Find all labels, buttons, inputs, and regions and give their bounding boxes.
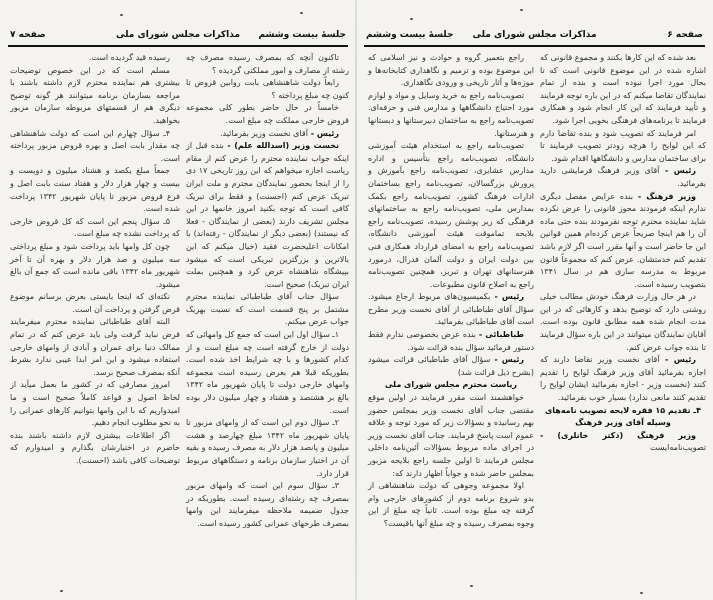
paragraph-text: رابعاً دولت شاهنشاهی بابت روابین قروض تا کنون چه مبلغ پرداخته ؟ [186,78,349,100]
paragraph [186,140,349,291]
paragraph-text: اولا مجموعه وجوهی که دولت شاهنشاهی از بدو شروع برنامه دوم از کشورهای خارجی وام گرفته چه مبلغ بوده است. ثانیاً چه مبلغ از این وجوه بمصرف رسیده و چه مبلغ آنها باقیست؟ [368,481,534,528]
paragraph-text: ۱ـ سؤال اول این است که جمع کل وامهائی که دولت از خارج گرفته است چه مبلغ است و از کدام کشورها و با چه شرایط اخذ شده است. بطوریکه قبلا هم بعرض رسیده است مجموعه وامهای خارجی دولت تا پایان شهریور ماه ۱۳۴۲ بالغ بر هشتصد و هشتاد و چهار میلیون دلار بوده است. [186,330,349,415]
paragraph [540,430,706,455]
text-column-left [368,52,534,531]
paragraph-text: ۴ـ سؤال چهارم این است که دولت شاهنشاهی چه مقدار بابت اصل و بهره قروض مزبور پرداخته است. [10,128,180,163]
speaker-name: رئیس - [659,355,696,365]
journal-title: مذاکرات مجلس شورای ملی [115,30,241,40]
speaker-name: نخست وزیر (اسدالله علم) - [223,141,340,151]
paragraph-text: خواهشمند است مقرر فرمایند در اولین موقع مقتضی جناب آقای نخست وزیر بمجلس حضور بهم رسانیده و بسؤالات زیر که مورد توجه و علاقه عموم است پاسخ فرمایند. جناب آقای نخست وزیر در اجرای ماده مربوط بسؤالات آئین‌نامه داخلی مجلس فرمایند تا اولین جلسه راجع بلایحه مزبور بمجلس حاضر شده و جواباً اظهار دارند که: [368,393,534,478]
paragraph-text: آقای نخست وزیر بفرمائید. [220,128,308,138]
paragraph [186,329,349,417]
paragraph-text: آقای نخست وزیر تقاضا دارند که اجازه بفرمائید آقای وزیر فرهنگ لوایح را تقدیم کنند (نخست وزیر - اجازه بفرمائید ایشان لوایح را تقدیم کنند مانعی ندارد) بسیار خوب بفرمائید. [540,355,706,403]
scan-speck [640,592,643,594]
paragraph-text: تصویب‌نامه راجع به استخدام هیئت آموزشی دانشگاه، تصویب‌نامه راجع بتأسیس و اداره مدارس عشایری، تصویب‌نامه راجع بآموزش و پرورش بزرگسالان، تصویب‌نامه راجع بساختمان ادارات فرهنگ کشور، تصویب‌نامه راجع بکمک بمدارس ملی، تصویب‌نامه راجع به ساختمانهای فرهنگی که زیر پوشش رسیده، تصویب‌نامه راجع بلایحه تماموقت هیئت آموزشی دانشگاه، تصویب‌نامه راجع به امضای قرارداد همکاری فنی بین دولت ایران و دولت آلمان فدرال، درمورد هنرستانهای تهران و تبریز، همچنین تصویب‌نامه راجع به اصلاح قانون مطبوعات. [368,141,534,289]
section-heading [368,379,534,392]
paragraph-text: سؤال جناب آقای طباطبائی نماینده محترم مشتمل بر پنج قسمت است که نسبت بهریک جواب عرض میکنم. [186,292,349,327]
scan-speck [300,12,303,14]
speaker-name: رئیس - [490,292,525,302]
paragraph [10,316,180,379]
page-number: صفحه ۶ [667,30,703,40]
paragraph-text: تاکنون آنچه که بمصرف رسیده مصرف چه رشته از مصارف و امور مملکتی گردیده ؟ [186,53,349,75]
paragraph-text: بکمیسیون‌های مربوط ارجاع میشود. سؤال آقای طباطبائی از آقای نخست وزیر مطرح است آقای طباطبائی بفرمائید. [368,292,534,327]
paragraph [10,291,180,316]
speaker-name: رئیس - [659,166,696,176]
text-column-right [540,52,706,455]
paragraph-text: البته آقای طباطبائی نماینده محترم میفرمایند قرض نباید گرفت ولی باید عرض کنم که در تمام ممالک دنیا برای عمران و آبادی از وامهای خارجی استفاده میشود و این امر ابدا عیبی ندارد بشرط آنکه بمصرف صحیح برسد. [10,317,180,377]
paragraph-text: اگر اطلاعات بیشتری لازم داشته باشند بنده حاضرم در اختیارشان بگذارم و امیدوارم که توضیحات کافی باشد (احسنت). [10,430,180,465]
speaker-name: طباطبائی - [475,330,524,340]
paragraph-text: ۲ـ سؤال دوم این است که از وامهای مزبور تا پایان شهریور ماه ۱۳۴۲ مبلغ چهارصد و هشت میلیون و پانصد هزار دلار به مصرف رسیده و بقیه آن در اختیار سازمان برنامه و دستگاههای مربوط قرار دارد. [186,418,349,478]
paragraph [10,128,180,166]
page-number: صفحه ۷ [10,30,46,40]
paragraph [10,52,180,65]
session-label: جلسهٔ بیست وششم [258,30,346,40]
paragraph [10,65,180,128]
paragraph-text: ریاست محترم مجلس شورای ملی [384,380,518,390]
paragraph [368,52,534,90]
left-page [0,0,356,600]
paragraph-text: رسیده قید گردیده است. [88,53,170,62]
paragraph [368,90,534,140]
paragraph-text: نکته‌ای که اینجا بایستی بعرض برسانم موضوع قرض گرفتن و پرداخت آن است. [10,292,180,314]
speaker-name: رئیس - [490,355,524,365]
paragraph-text: خامساً در حال حاضر بطور کلی مجموعه قروض خارجی مملکت چه مبلغ است. [186,103,349,125]
paragraph [10,216,180,241]
paragraph [10,379,180,429]
paragraph-text: تصویب‌نامه راجع به خرید وسایل و مواد و لوازم مورد احتیاج دانشگاهها و مدارس فنی و حرفه‌ای. تصویب‌نامه راجع به ساختمان دبیرستانها و دبستانها و هنرستانها. [368,90,534,138]
paragraph [186,77,349,102]
session-label: جلسهٔ بیست وششم [366,30,454,40]
paragraph-text: بعد شده که این کارها بکنند و مجموع قانونی که اشاره شده در این موضوع قانونی است که تا بحال مورد اجرا نبوده است و بنده از تمام نمایندگان تقاضا میکنم که در این باره توجه فرمایند و تأیید فرمایند که این کار انجام شود و همکاری فرمایند تا برنامه‌های فرهنگی بخوبی اجرا شود. [540,53,706,125]
paragraph-text: مسلم است که در این خصوص توضیحات بیشتری هم نماینده محترم لازم داشته باشند با مراجعه بسازمان برنامه میتوانند هر گونه توضیح دیگری هم از قسمتهای مربوطه سازمان مزبور بخواهید. [10,65,180,125]
header-rule [364,45,705,47]
paragraph-text: ۳ـ سؤال سوم این است که وامهای مزبور بمصرف چه رشته‌ای رسیده است. بطوریکه در جدول ضمیمه ملاحظه میفرمایند این وامها بمصرف طرحهای عمرانی کشور رسیده است. [186,481,349,528]
paragraph [368,329,534,354]
paragraph [10,430,180,468]
page-header [366,30,703,44]
paragraph-text: جمعاً مبلغ یکصد و هشتاد میلیون و دویست و بیست و چهار هزار دلار و هفتاد سنت بابت اصل و فرع قروض مزبور تا پایان شهریور ۱۳۴۲ پرداخت شده است. [10,166,180,214]
page-header [10,30,346,44]
paragraph [186,52,349,77]
paragraph-text: راجع بتعمیر گروه و حوادث و نیز اسلامی که این موضوع بوده و ترمیم و نگاهداری کتابخانه‌ها و موزه‌ها و آثار تاریخی و ورودی نگاهداری. [368,53,534,88]
paragraph-text: بنده عرایض مفصل دیگری ندارم اینکه فرمودند مجوز قانونی را عرض نکرده شاید نماینده محترم توجه نفرمودند بنده حتی ماده آن را هم اینجا صریحاً عرض کرده‌ام همین قوانین این جا حاضر است و آنها مقرر است اگر لازم باشد تقدیم کنم خدمتشان. عرض کنم که مجموعاً قانون مربوط به مدرسه سازی هم در سال ۱۳۴۱ بتصویب رسیده است. [540,191,706,289]
paragraph [540,165,706,190]
journal-title: مذاکرات مجلس شورای ملی [472,30,597,40]
scan-speck [470,585,473,587]
paragraph-text: چون کل وامها باید پرداخت شود و مبلغ پرداختی سه میلیون و صد هزار دلار و بهره آن تا آخر شهریور ماه ۱۳۴۲ باقی مانده است که جمع آن بالغ میشود. [10,241,180,289]
paragraph [186,128,349,141]
scan-speck [60,590,63,592]
header-rule [8,45,348,47]
paragraph [540,191,706,292]
paragraph [540,354,706,404]
paragraph [186,102,349,127]
paragraph [10,165,180,215]
scan-speck [120,14,123,16]
paragraph-text: در هر حال وزارت فرهنگ خودش مطالب خیلی روشنی دارد که توضیح بدهد و کارهائی که در این مدت انجام شده همه مطابق قانون بوده است. آقایان نمایندگان میتوانند در این باره سؤال فرمایند تا بنده جواب عرض کنم. [540,292,706,352]
speaker-name: وزیر فرهنگ - [632,191,697,201]
paragraph-text: ۴ـ تقدیم ۱۵ فقره لایحه تصویب نامه‌های وسیله آقای وزیر فرهنگ [544,405,702,428]
paragraph-text: امر فرمایند که تصویب شود و بنده تقاضا دارم که این لوایح را هرچه زودتر تصویب فرمایند تا برای ساختمان مدارس و دانشگاهها اقدام شود. [540,128,706,163]
text-column-right [186,52,349,531]
paragraph-text: ۵ـ سؤال پنجم این است که کل قروض خارجی که پرداخت نشده چه مبلغ است. [10,216,180,239]
paragraph [540,52,706,128]
paragraph [540,128,706,166]
paragraph [186,480,349,530]
paragraph-text: تصویب‌نامه‌ایست [649,443,706,453]
paragraph [368,480,534,530]
paragraph [10,241,180,291]
paragraph-text: آقای وزیر فرهنگ فرمایشی دارید بفرمائید. [540,166,706,188]
speaker-name: وزیر فرهنگ (دکتر خانلری) - [540,430,696,440]
paragraph [186,291,349,329]
paragraph [368,140,534,291]
right-page [356,0,713,600]
paragraph [186,417,349,480]
paragraph-text: امروز مصارفی که در کشور ما بعمل میآید از لحاظ اصول و قواعد کاملاً صحیح است و ما امیدواریم که با این وامها بتوانیم کارهای عمرانی را به نحو مطلوب انجام دهیم. [10,380,180,428]
paragraph [368,354,534,379]
scan-speck [520,9,523,11]
paragraph [368,392,534,480]
paragraph-text: بنده قبل از اینکه جواب نماینده محترم را عرض کنم از مقام ریاست اجازه میخواهم که این روز تاریخی ۱۷ دی را از اینجا بحضور نمایندگان محترم و ملت ایران تبریک عرض کنم (احسنت) و فقط برای تبریک کافی است که توجه بکنید امروز خانمها در این مجلس تشریف دارند (بعضی از نمایندگان - فعلا که نیستند) (بعضی دیگر از نمایندگان - رفته‌اند) با امکانات اعلیحضرت فقید (خیال میکنم که این بالاترین و بزرگترین تبریکی است که میشود بپیشگاه شاهنشاه عرض کرد و همچنین بملت ایران تبریک) صحیح است. [186,141,349,289]
paragraph-text: سؤال آقای طباطبائی قرائت میشود (بشرح ذیل قرائت شد) [368,355,534,377]
scan-speck [410,18,413,20]
text-column-left [10,52,180,468]
section-heading [540,405,706,430]
speaker-name: رئیس - [307,128,339,138]
paragraph [368,291,534,329]
paragraph-text: بنده عرض بخصوصی ندارم فقط دستور فرمائید سؤال بنده قرائت شود. [368,330,534,352]
paragraph [540,291,706,354]
